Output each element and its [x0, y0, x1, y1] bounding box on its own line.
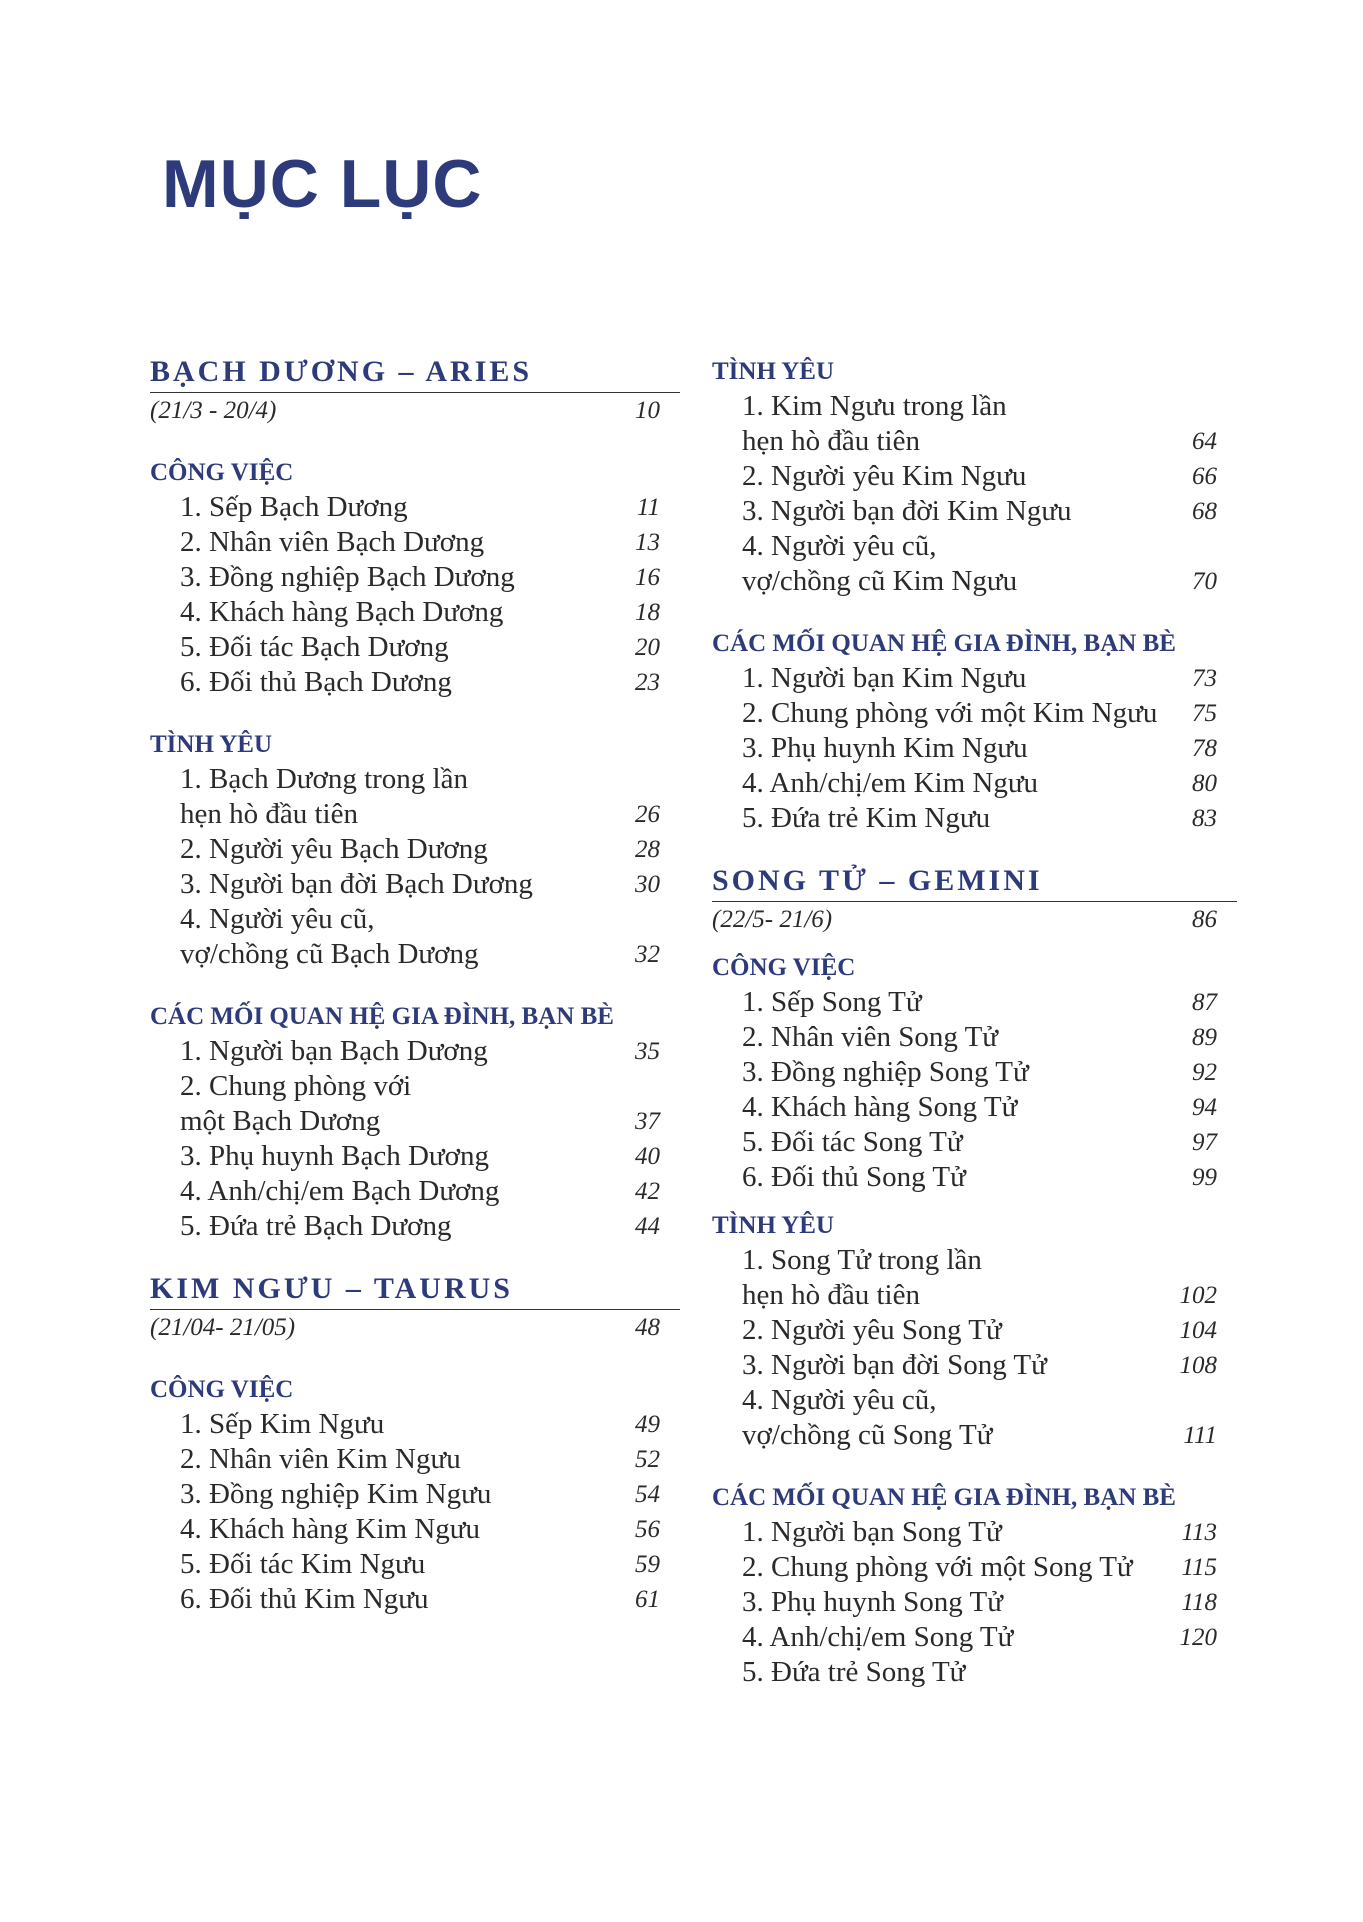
section-heading-love: TÌNH YÊU [150, 731, 273, 758]
page-number: 32 [635, 941, 660, 968]
toc-entry[interactable] [712, 459, 1237, 494]
page-number: 49 [635, 1411, 660, 1438]
toc-entry-text: 4. Anh/chị/em Song Tử [742, 1621, 1014, 1653]
toc-entry-text: 6. Đối thủ Bạch Dương [180, 666, 452, 698]
date-range-row[interactable] [712, 902, 1237, 937]
toc-entry[interactable] [712, 1348, 1237, 1383]
toc-entry-text: 2. Người yêu Bạch Dương [180, 833, 488, 865]
toc-list [712, 389, 1237, 599]
page-number: 16 [635, 564, 660, 591]
page-number: 78 [1192, 735, 1217, 762]
page-number: 18 [635, 599, 660, 626]
toc-entry[interactable] [712, 1090, 1237, 1125]
page-number: 99 [1192, 1164, 1217, 1191]
page-number: 59 [635, 1551, 660, 1578]
page-number: 44 [635, 1213, 660, 1240]
toc-entry[interactable] [150, 1547, 680, 1582]
page-number: 68 [1192, 498, 1217, 525]
toc-entry-text: 1. Người bạn Bạch Dương [180, 1035, 488, 1067]
toc-entry[interactable] [150, 595, 680, 630]
page-number: 115 [1181, 1554, 1217, 1581]
toc-entry-text: 5. Đối tác Kim Ngưu [180, 1548, 426, 1580]
toc-entry-text: 1. Kim Ngưu trong lần [742, 390, 1007, 422]
zodiac-heading-taurus: KIM NGƯU – TAURUS [150, 1272, 680, 1310]
date-range: (21/04- 21/05) [150, 1314, 296, 1341]
toc-entry-text: 4. Người yêu cũ, [742, 1384, 937, 1416]
toc-entry[interactable] [712, 389, 1237, 424]
toc-entry-text: 5. Đứa trẻ Bạch Dương [180, 1210, 452, 1242]
toc-entry[interactable] [712, 801, 1237, 836]
toc-entry-text: 4. Anh/chị/em Bạch Dương [180, 1175, 500, 1207]
page-number: 52 [635, 1446, 660, 1473]
toc-list [150, 490, 680, 700]
page-number: 80 [1192, 770, 1217, 797]
toc-list [150, 1034, 680, 1244]
toc-entry[interactable] [712, 1313, 1237, 1348]
toc-entry-text: 1. Người bạn Kim Ngưu [742, 662, 1027, 694]
toc-entry[interactable] [712, 696, 1237, 731]
toc-entry[interactable] [150, 797, 680, 832]
toc-entry-text: hẹn hò đầu tiên [180, 798, 358, 830]
page-number: 97 [1192, 1129, 1217, 1156]
section-heading-family: CÁC MỐI QUAN HỆ GIA ĐÌNH, BẠN BÈ [150, 1003, 614, 1030]
toc-list [712, 661, 1237, 836]
toc-entry[interactable] [712, 985, 1237, 1020]
date-range: (22/5- 21/6) [712, 906, 833, 933]
page-number: 26 [635, 801, 660, 828]
toc-entry[interactable] [712, 661, 1237, 696]
toc-entry[interactable] [150, 762, 680, 797]
toc-entry[interactable] [712, 1383, 1237, 1418]
page-number: 92 [1192, 1059, 1217, 1086]
toc-entry[interactable] [150, 937, 680, 972]
toc-entry-text: 3. Phụ huynh Song Tử [742, 1586, 1003, 1618]
toc-entry-text: 4. Khách hàng Bạch Dương [180, 596, 504, 628]
toc-entry-text: 3. Đồng nghiệp Song Tử [742, 1056, 1029, 1088]
page-number: 61 [635, 1586, 660, 1613]
page-number: 111 [1183, 1422, 1217, 1449]
toc-entry[interactable] [150, 1477, 680, 1512]
toc-list [712, 1515, 1237, 1690]
toc-entry-text: 2. Chung phòng với một Song Tử [742, 1551, 1133, 1583]
toc-entry[interactable] [150, 1174, 680, 1209]
toc-entry[interactable] [712, 731, 1237, 766]
toc-entry[interactable] [712, 1160, 1237, 1195]
section-heading-love: TÌNH YÊU [712, 1212, 835, 1239]
page-number: 87 [1192, 989, 1217, 1016]
page-number: 35 [635, 1038, 660, 1065]
page-number: 113 [1181, 1519, 1217, 1546]
toc-entry[interactable] [150, 1209, 680, 1244]
toc-entry[interactable] [150, 867, 680, 902]
page-number: 13 [635, 529, 660, 556]
toc-entry-text: 3. Người bạn đời Bạch Dương [180, 868, 533, 900]
toc-entry[interactable] [150, 1442, 680, 1477]
page-number: 40 [635, 1143, 660, 1170]
toc-entry[interactable] [150, 902, 680, 937]
toc-entry-text: 5. Đối tác Bạch Dương [180, 631, 449, 663]
toc-entry-text: vợ/chồng cũ Bạch Dương [180, 938, 479, 970]
toc-entry-text: 3. Người bạn đời Kim Ngưu [742, 495, 1072, 527]
toc-entry-text: 1. Sếp Bạch Dương [180, 491, 408, 523]
toc-entry-text: 1. Bạch Dương trong lần [180, 763, 468, 795]
page-number: 89 [1192, 1024, 1217, 1051]
toc-entry-text: 4. Anh/chị/em Kim Ngưu [742, 767, 1039, 799]
toc-entry[interactable] [712, 1515, 1237, 1550]
toc-entry-text: 5. Đứa trẻ Kim Ngưu [742, 802, 991, 834]
toc-entry-text: vợ/chồng cũ Song Tử [742, 1419, 993, 1451]
toc-entry-text: 2. Nhân viên Song Tử [742, 1021, 999, 1053]
toc-entry[interactable] [712, 1278, 1237, 1313]
date-range-row[interactable] [150, 1310, 680, 1345]
page-number: 75 [1192, 700, 1217, 727]
toc-entry-text: hẹn hò đầu tiên [742, 1279, 920, 1311]
page-number: 64 [1192, 428, 1217, 455]
zodiac-heading-aries: BẠCH DƯƠNG – ARIES [150, 355, 680, 393]
page-number: 86 [1192, 906, 1217, 933]
toc-entry-text: 6. Đối thủ Kim Ngưu [180, 1583, 429, 1615]
toc-entry-text: 1. Song Tử trong lần [742, 1244, 982, 1276]
page-number: 20 [635, 634, 660, 661]
toc-entry[interactable] [712, 1243, 1237, 1278]
page-number: 28 [635, 836, 660, 863]
toc-entry[interactable] [150, 1407, 680, 1442]
page-number: 23 [635, 669, 660, 696]
page-number: 104 [1179, 1317, 1217, 1344]
page-number: 10 [635, 397, 660, 424]
toc-entry[interactable] [712, 1125, 1237, 1160]
toc-entry[interactable] [150, 1104, 680, 1139]
toc-entry[interactable] [150, 630, 680, 665]
toc-entry[interactable] [712, 1655, 1237, 1690]
toc-entry[interactable] [712, 494, 1237, 529]
toc-entry-text: 5. Đứa trẻ Song Tử [742, 1656, 966, 1688]
page-number: 70 [1192, 568, 1217, 595]
toc-entry-text: 2. Người yêu Kim Ngưu [742, 460, 1027, 492]
page-number: 73 [1192, 665, 1217, 692]
page-number: 48 [635, 1314, 660, 1341]
section-heading-family: CÁC MỐI QUAN HỆ GIA ĐÌNH, BẠN BÈ [712, 1484, 1176, 1511]
toc-entry[interactable] [712, 1055, 1237, 1090]
toc-entry-text: 1. Sếp Kim Ngưu [180, 1408, 385, 1440]
zodiac-heading-gemini: SONG TỬ – GEMINI [712, 864, 1237, 902]
toc-entry[interactable] [150, 525, 680, 560]
toc-entry[interactable] [150, 1139, 680, 1174]
toc-entry-text: 1. Sếp Song Tử [742, 986, 922, 1018]
toc-entry-text: 3. Đồng nghiệp Bạch Dương [180, 561, 515, 593]
toc-entry[interactable] [150, 1034, 680, 1069]
toc-entry-text: 3. Người bạn đời Song Tử [742, 1349, 1047, 1381]
toc-list [712, 985, 1237, 1195]
toc-entry[interactable] [150, 560, 680, 595]
toc-entry-text: 3. Phụ huynh Bạch Dương [180, 1140, 489, 1172]
page-number: 56 [635, 1516, 660, 1543]
page-number: 108 [1179, 1352, 1217, 1379]
section-heading-family: CÁC MỐI QUAN HỆ GIA ĐÌNH, BẠN BÈ [712, 630, 1176, 657]
page-number: 54 [635, 1481, 660, 1508]
toc-entry-text: 6. Đối thủ Song Tử [742, 1161, 966, 1193]
toc-entry[interactable] [712, 1585, 1237, 1620]
toc-entry[interactable] [150, 490, 680, 525]
toc-entry-text: 2. Nhân viên Bạch Dương [180, 526, 485, 558]
toc-entry-text: 5. Đối tác Song Tử [742, 1126, 963, 1158]
toc-entry-text: vợ/chồng cũ Kim Ngưu [742, 565, 1018, 597]
page-number: 118 [1181, 1589, 1217, 1616]
toc-entry-text: 2. Chung phòng với một Kim Ngưu [742, 697, 1158, 729]
toc-entry[interactable] [150, 832, 680, 867]
toc-entry-text: hẹn hò đầu tiên [742, 425, 920, 457]
toc-entry-text: 1. Người bạn Song Tử [742, 1516, 1002, 1548]
page-number: 83 [1192, 805, 1217, 832]
section-heading-work: CÔNG VIỆC [712, 954, 856, 981]
toc-entry-text: 3. Phụ huynh Kim Ngưu [742, 732, 1028, 764]
toc-entry-text: một Bạch Dương [180, 1105, 381, 1137]
toc-entry[interactable] [712, 1620, 1237, 1655]
toc-list [150, 1407, 680, 1617]
section-heading-work: CÔNG VIỆC [150, 1376, 294, 1403]
toc-entry-text: 2. Nhân viên Kim Ngưu [180, 1443, 461, 1475]
page-number: 37 [635, 1108, 660, 1135]
page-number: 30 [635, 871, 660, 898]
toc-entry-text: 2. Chung phòng với [180, 1070, 412, 1102]
toc-entry[interactable] [150, 1582, 680, 1617]
toc-column-left [150, 355, 680, 1617]
section-heading-work: CÔNG VIỆC [150, 459, 294, 486]
page-number: 94 [1192, 1094, 1217, 1121]
toc-entry[interactable] [150, 665, 680, 700]
page-number: 11 [636, 494, 660, 521]
toc-entry-text: 4. Người yêu cũ, [180, 903, 375, 935]
page-number: 66 [1192, 463, 1217, 490]
page-number: 120 [1179, 1624, 1217, 1651]
toc-column-right [712, 355, 1237, 1690]
toc-entry-text: 3. Đồng nghiệp Kim Ngưu [180, 1478, 492, 1510]
toc-entry[interactable] [712, 1020, 1237, 1055]
section-heading-love: TÌNH YÊU [712, 358, 835, 385]
page-number: 102 [1179, 1282, 1217, 1309]
toc-entry[interactable] [712, 766, 1237, 801]
toc-entry-text: 4. Khách hàng Kim Ngưu [180, 1513, 481, 1545]
toc-entry[interactable] [150, 1069, 680, 1104]
toc-entry[interactable] [712, 424, 1237, 459]
toc-list [150, 762, 680, 972]
date-range-row[interactable] [150, 393, 680, 428]
page-number: 42 [635, 1178, 660, 1205]
toc-list [712, 1243, 1237, 1453]
toc-entry[interactable] [712, 529, 1237, 564]
toc-entry-text: 4. Người yêu cũ, [742, 530, 937, 562]
toc-entry[interactable] [712, 1418, 1237, 1453]
toc-entry[interactable] [712, 564, 1237, 599]
date-range: (21/3 - 20/4) [150, 397, 277, 424]
toc-entry[interactable] [150, 1512, 680, 1547]
toc-entry-text: 2. Người yêu Song Tử [742, 1314, 1002, 1346]
toc-entry-text: 4. Khách hàng Song Tử [742, 1091, 1018, 1123]
toc-entry[interactable] [712, 1550, 1237, 1585]
page-title: MỤC LỤC [162, 146, 483, 222]
